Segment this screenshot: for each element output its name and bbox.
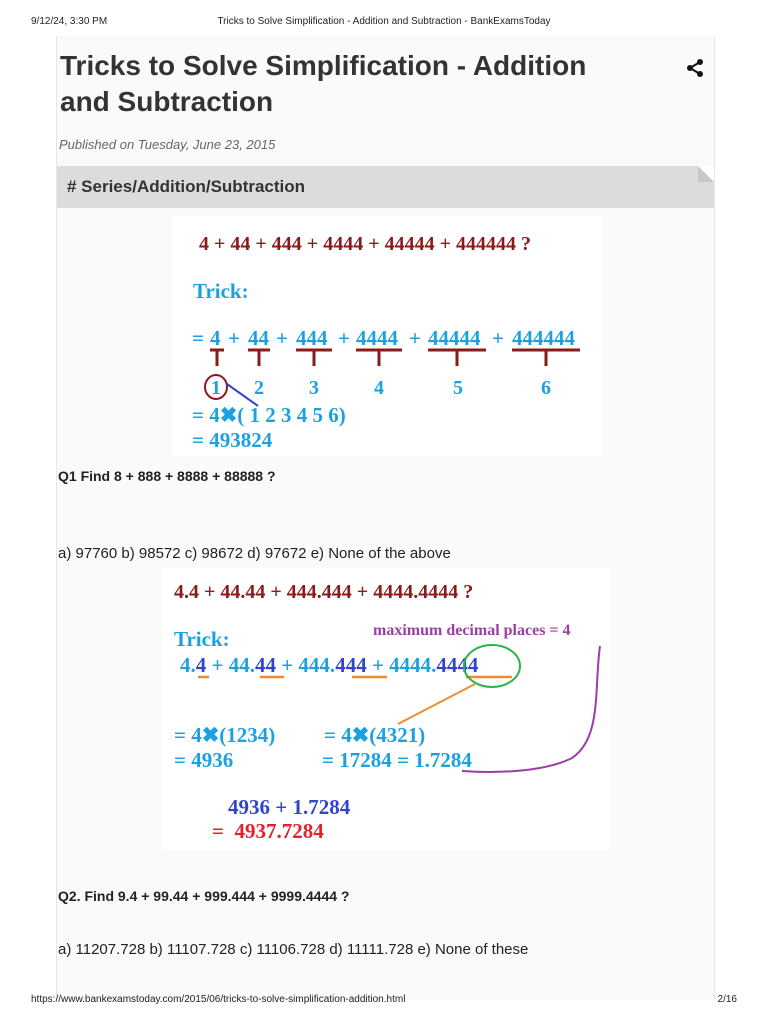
print-url: https://www.bankexamstoday.com/2015/06/tricks-to-solve-simplification-addition.html <box>31 994 406 1005</box>
fig1-count: 1 <box>211 377 221 399</box>
fig1-mult-line: = 4✖( 1 2 3 4 5 6) <box>192 403 346 427</box>
question-1: Q1 Find 8 + 888 + 8888 + 88888 ? <box>58 468 276 484</box>
fig2-max-places-note: maximum decimal places = 4 <box>373 622 571 639</box>
share-icon[interactable] <box>685 58 705 78</box>
fig1-term: 44 <box>248 326 269 350</box>
fig1-count: 6 <box>541 377 551 399</box>
fig2-problem: 4.4 + 44.44 + 444.444 + 4444.4444 ? <box>174 581 474 603</box>
fig1-equals: = <box>192 326 204 350</box>
fig2-right-calc-1: = 4✖(4321) <box>324 723 426 747</box>
section-title: # Series/Addition/Subtraction <box>67 177 306 196</box>
fig1-problem: 4 + 44 + 444 + 4444 + 44444 + 444444 ? <box>199 233 531 255</box>
trick-figure-2 <box>162 568 610 850</box>
print-header <box>0 16 768 30</box>
article-title: Tricks to Solve Simplification - Addition and Subtraction <box>60 50 587 117</box>
fig1-counts <box>211 377 551 399</box>
fig1-count: 3 <box>309 377 319 399</box>
fig2-trick-label: Trick: <box>174 627 230 651</box>
print-page-number: 2/16 <box>717 994 737 1005</box>
question-1-options: a) 97760 b) 98572 c) 98672 d) 97672 e) None of the above <box>58 545 451 562</box>
fig2-curve <box>462 646 600 772</box>
fig1-term: 4 <box>210 326 221 350</box>
fig1-term: 44444 <box>428 326 481 350</box>
fig2-final-line: = 4937.7284 <box>212 819 324 843</box>
svg-text:+: + <box>276 326 288 350</box>
article-card <box>56 36 715 1000</box>
fig1-term: 4444 <box>356 326 398 350</box>
fig2-left-calc-1: = 4✖(1234) <box>174 723 276 747</box>
fig1-count: 2 <box>254 377 264 399</box>
print-datetime: 9/12/24, 3:30 PM <box>31 16 108 27</box>
svg-text:+: + <box>228 326 240 350</box>
svg-text:+: + <box>492 326 504 350</box>
fig2-expression: 4.4 + 44.44 + 444.444 + 4444.4444 <box>180 653 479 677</box>
trick-figure-1 <box>172 216 602 456</box>
fig1-count: 5 <box>453 377 463 399</box>
fig1-result-line: = 493824 <box>192 428 273 452</box>
svg-text:+: + <box>409 326 421 350</box>
print-footer <box>0 994 768 1008</box>
fig1-trick-label: Trick: <box>193 279 249 303</box>
corner-fold <box>698 166 714 182</box>
question-2: Q2. Find 9.4 + 99.44 + 999.444 + 9999.4444 ? <box>58 888 350 904</box>
published-date: Published on Tuesday, June 23, 2015 <box>59 137 276 152</box>
print-page-title: Tricks to Solve Simplification - Addition and Subtraction - BankExamsToday <box>217 16 551 27</box>
fig1-marks <box>210 350 580 366</box>
fig1-term: 444444 <box>512 326 575 350</box>
section-header <box>57 166 714 208</box>
fig2-sum-line: 4936 + 1.7284 <box>228 795 351 819</box>
fig1-count: 4 <box>374 377 384 399</box>
fig2-arrow <box>398 684 475 724</box>
fig1-term: 444 <box>296 326 328 350</box>
svg-text:+: + <box>338 326 350 350</box>
question-2-options: a) 11207.728 b) 11107.728 c) 11106.728 d) 11111.728 e) None of these <box>58 941 529 958</box>
fig1-terms <box>210 326 576 350</box>
fig2-left-calc-2: = 4936 <box>174 748 234 772</box>
fig2-right-calc-2: = 17284 = 1.7284 <box>322 748 472 772</box>
